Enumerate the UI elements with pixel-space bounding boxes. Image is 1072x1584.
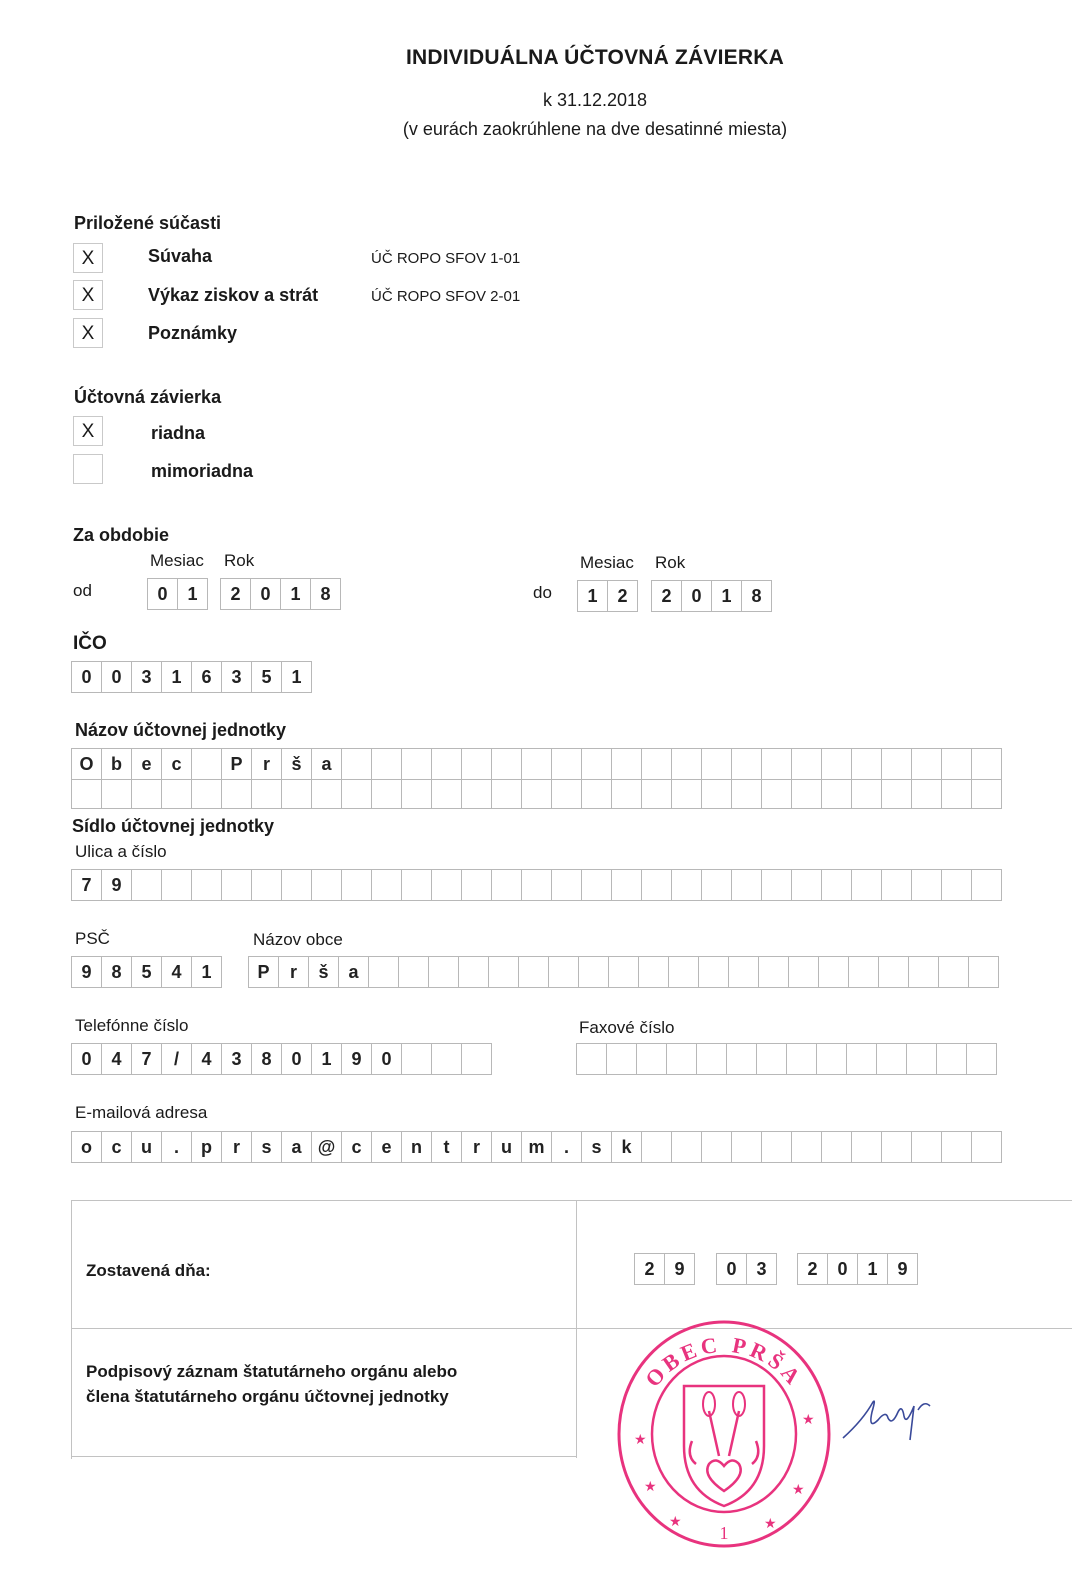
stamp-text: OBEC PRŠA xyxy=(639,1331,809,1392)
box xyxy=(912,870,942,900)
box xyxy=(462,1044,492,1074)
box xyxy=(732,749,762,779)
box xyxy=(312,780,342,808)
svg-text:★: ★ xyxy=(802,1411,815,1427)
from-month-label: Mesiac xyxy=(150,551,204,570)
box: 8 xyxy=(102,957,132,987)
checkbox-riadna[interactable]: X xyxy=(73,416,103,446)
box: e xyxy=(372,1132,402,1162)
box xyxy=(432,870,462,900)
street-boxes[interactable] xyxy=(71,869,1002,901)
seat-heading: Sídlo účtovnej jednotky xyxy=(72,816,275,836)
box xyxy=(102,780,132,808)
box xyxy=(522,870,552,900)
box xyxy=(972,870,1002,900)
box xyxy=(942,1132,972,1162)
box xyxy=(879,957,909,987)
compiled-year-boxes[interactable] xyxy=(797,1253,918,1285)
box xyxy=(732,780,762,808)
box: k xyxy=(612,1132,642,1162)
box xyxy=(492,749,522,779)
box xyxy=(342,749,372,779)
box xyxy=(852,780,882,808)
box: a xyxy=(312,749,342,779)
box xyxy=(402,749,432,779)
svg-text:★: ★ xyxy=(792,1481,805,1497)
box xyxy=(579,957,609,987)
box xyxy=(462,749,492,779)
box: s xyxy=(582,1132,612,1162)
box xyxy=(912,780,942,808)
box xyxy=(852,1132,882,1162)
box: P xyxy=(249,957,279,987)
name-row-2[interactable] xyxy=(71,779,1002,809)
box xyxy=(72,780,102,808)
stamp-number: 1 xyxy=(719,1523,729,1543)
box xyxy=(222,780,252,808)
checkbox-mimoriadna[interactable] xyxy=(73,454,103,484)
box xyxy=(817,1044,847,1074)
box xyxy=(792,780,822,808)
box xyxy=(252,870,282,900)
box xyxy=(432,1044,462,1074)
box xyxy=(402,1044,432,1074)
table-divider xyxy=(71,1456,577,1457)
street-label: Ulica a číslo xyxy=(75,842,167,861)
box: r xyxy=(279,957,309,987)
box: 1 xyxy=(282,662,312,692)
box xyxy=(459,957,489,987)
box xyxy=(822,870,852,900)
box xyxy=(762,749,792,779)
box: 1 xyxy=(858,1254,888,1284)
box: c xyxy=(342,1132,372,1162)
box: 1 xyxy=(312,1044,342,1074)
box: 7 xyxy=(132,1044,162,1074)
box: r xyxy=(252,749,282,779)
box xyxy=(877,1044,907,1074)
box: 5 xyxy=(132,957,162,987)
box xyxy=(462,780,492,808)
box xyxy=(582,870,612,900)
box xyxy=(162,870,192,900)
box xyxy=(942,780,972,808)
box xyxy=(577,1044,607,1074)
box: r xyxy=(462,1132,492,1162)
box xyxy=(342,870,372,900)
box: u xyxy=(492,1132,522,1162)
ico-boxes[interactable] xyxy=(71,661,312,693)
box: 6 xyxy=(192,662,222,692)
box xyxy=(612,870,642,900)
to-year-boxes[interactable] xyxy=(651,580,772,612)
box xyxy=(432,780,462,808)
svg-text:★: ★ xyxy=(764,1515,777,1531)
box xyxy=(522,780,552,808)
box xyxy=(732,1132,762,1162)
box: 0 xyxy=(72,662,102,692)
box xyxy=(612,780,642,808)
box xyxy=(759,957,789,987)
label-mimoriadna: mimoriadna xyxy=(151,461,254,481)
box xyxy=(972,780,1002,808)
period-heading: Za obdobie xyxy=(73,525,169,545)
box: 0 xyxy=(282,1044,312,1074)
box xyxy=(912,1132,942,1162)
label-riadna: riadna xyxy=(151,423,206,443)
box xyxy=(192,780,222,808)
box xyxy=(669,957,699,987)
box xyxy=(969,957,999,987)
to-year-label: Rok xyxy=(655,553,686,572)
label-poznamky: Poznámky xyxy=(148,323,238,343)
box xyxy=(702,780,732,808)
box xyxy=(402,780,432,808)
fax-label: Faxové číslo xyxy=(579,1018,675,1037)
box xyxy=(552,749,582,779)
compiled-day-boxes[interactable] xyxy=(634,1253,695,1285)
box: 9 xyxy=(888,1254,918,1284)
city-label: Názov obce xyxy=(253,930,343,949)
box: P xyxy=(222,749,252,779)
closing-heading: Účtovná závierka xyxy=(74,387,222,407)
document-note: (v eurách zaokrúhlene na dve desatinné miesta) xyxy=(402,119,788,139)
box: 0 xyxy=(72,1044,102,1074)
box xyxy=(342,780,372,808)
psc-label: PSČ xyxy=(75,929,110,948)
box xyxy=(282,780,312,808)
attachments-heading: Priložené súčasti xyxy=(74,213,222,233)
box: 3 xyxy=(222,662,252,692)
box: 0 xyxy=(717,1254,747,1284)
box xyxy=(672,749,702,779)
box xyxy=(939,957,969,987)
box: 1 xyxy=(192,957,222,987)
checkbox-suvaha[interactable]: X xyxy=(73,243,103,273)
box xyxy=(702,870,732,900)
box xyxy=(489,957,519,987)
box xyxy=(192,749,222,779)
signature-label-line-1: Podpisový záznam štatutárneho orgánu alebo xyxy=(86,1362,458,1381)
box: 1 xyxy=(712,581,742,611)
box xyxy=(429,957,459,987)
box: u xyxy=(132,1132,162,1162)
box: 1 xyxy=(578,581,608,611)
code-vykaz: ÚČ ROPO SFOV 2-01 xyxy=(371,288,521,305)
table-divider xyxy=(576,1200,577,1458)
box xyxy=(399,957,429,987)
box xyxy=(822,749,852,779)
box xyxy=(639,957,669,987)
box: 3 xyxy=(747,1254,777,1284)
psc-boxes[interactable] xyxy=(71,956,222,988)
box: m xyxy=(522,1132,552,1162)
box: 7 xyxy=(72,870,102,900)
box: 4 xyxy=(192,1044,222,1074)
box: 4 xyxy=(162,957,192,987)
box xyxy=(372,870,402,900)
box xyxy=(642,1132,672,1162)
box xyxy=(762,870,792,900)
box: 2 xyxy=(221,579,251,609)
box xyxy=(552,780,582,808)
box xyxy=(852,870,882,900)
box: 9 xyxy=(72,957,102,987)
box xyxy=(972,749,1002,779)
box xyxy=(849,957,879,987)
from-month-boxes[interactable] xyxy=(147,578,208,610)
box xyxy=(847,1044,877,1074)
box xyxy=(972,1132,1002,1162)
box xyxy=(697,1044,727,1074)
box xyxy=(432,749,462,779)
code-suvaha: ÚČ ROPO SFOV 1-01 xyxy=(371,250,521,267)
box xyxy=(672,780,702,808)
box: 0 xyxy=(828,1254,858,1284)
box: 9 xyxy=(102,870,132,900)
box xyxy=(699,957,729,987)
checkbox-vykaz[interactable]: X xyxy=(73,280,103,310)
box xyxy=(162,780,192,808)
box: / xyxy=(162,1044,192,1074)
box xyxy=(792,1132,822,1162)
box xyxy=(492,780,522,808)
box xyxy=(882,870,912,900)
box xyxy=(519,957,549,987)
from-year-boxes[interactable] xyxy=(220,578,341,610)
box xyxy=(787,1044,817,1074)
box xyxy=(822,1132,852,1162)
to-label: do xyxy=(533,583,552,602)
label-vykaz: Výkaz ziskov a strát xyxy=(148,285,319,305)
svg-text:★: ★ xyxy=(644,1478,657,1494)
official-stamp xyxy=(614,1316,834,1552)
box xyxy=(607,1044,637,1074)
box: š xyxy=(282,749,312,779)
compiled-month-boxes[interactable] xyxy=(716,1253,777,1285)
box xyxy=(492,870,522,900)
box xyxy=(667,1044,697,1074)
box xyxy=(612,749,642,779)
compiled-label: Zostavená dňa: xyxy=(86,1261,211,1280)
table-divider xyxy=(71,1328,1072,1329)
box xyxy=(732,870,762,900)
box xyxy=(672,1132,702,1162)
box xyxy=(942,870,972,900)
name-row-1[interactable] xyxy=(71,748,1002,780)
box xyxy=(252,780,282,808)
box xyxy=(672,870,702,900)
box: 0 xyxy=(251,579,281,609)
box xyxy=(642,870,672,900)
box: 9 xyxy=(665,1254,695,1284)
box xyxy=(549,957,579,987)
from-year-label: Rok xyxy=(224,551,255,570)
box xyxy=(637,1044,667,1074)
phone-boxes[interactable] xyxy=(71,1043,492,1075)
box xyxy=(312,870,342,900)
checkbox-poznamky[interactable]: X xyxy=(73,318,103,348)
box: 0 xyxy=(372,1044,402,1074)
box xyxy=(792,749,822,779)
box: 8 xyxy=(742,581,772,611)
box: a xyxy=(339,957,369,987)
box xyxy=(727,1044,757,1074)
phone-label: Telefónne číslo xyxy=(75,1016,189,1035)
signature-label-line-2: člena štatutárneho orgánu účtovnej jednotky xyxy=(86,1387,449,1406)
box xyxy=(967,1044,997,1074)
box xyxy=(582,749,612,779)
box xyxy=(762,1132,792,1162)
city-boxes[interactable] xyxy=(248,956,999,988)
box xyxy=(762,780,792,808)
document-title: INDIVIDUÁLNA ÚČTOVNÁ ZÁVIERKA xyxy=(406,46,784,69)
box: e xyxy=(132,749,162,779)
box xyxy=(702,1132,732,1162)
name-heading: Názov účtovnej jednotky xyxy=(75,720,287,740)
label-suvaha: Súvaha xyxy=(148,246,213,266)
document-date: k 31.12.2018 xyxy=(542,90,648,110)
box: b xyxy=(102,749,132,779)
box xyxy=(522,749,552,779)
box xyxy=(882,1132,912,1162)
box: 1 xyxy=(178,579,208,609)
box xyxy=(909,957,939,987)
box: c xyxy=(102,1132,132,1162)
box xyxy=(912,749,942,779)
box xyxy=(609,957,639,987)
box xyxy=(372,749,402,779)
box xyxy=(822,780,852,808)
box xyxy=(552,870,582,900)
box: . xyxy=(552,1132,582,1162)
box: r xyxy=(222,1132,252,1162)
box xyxy=(819,957,849,987)
box xyxy=(642,749,672,779)
box xyxy=(882,780,912,808)
box: 8 xyxy=(311,579,341,609)
box xyxy=(132,780,162,808)
box: @ xyxy=(312,1132,342,1162)
box xyxy=(582,780,612,808)
box xyxy=(369,957,399,987)
box: n xyxy=(402,1132,432,1162)
box: 9 xyxy=(342,1044,372,1074)
box xyxy=(882,749,912,779)
coat-of-arms-icon xyxy=(684,1386,764,1506)
signature-mark xyxy=(838,1390,958,1450)
to-month-boxes[interactable] xyxy=(577,580,638,612)
box: p xyxy=(192,1132,222,1162)
box xyxy=(789,957,819,987)
ico-heading: IČO xyxy=(73,633,107,654)
box: 1 xyxy=(281,579,311,609)
box: 0 xyxy=(102,662,132,692)
box: 1 xyxy=(162,662,192,692)
box xyxy=(462,870,492,900)
email-boxes[interactable] xyxy=(71,1131,1002,1163)
box xyxy=(757,1044,787,1074)
to-month-label: Mesiac xyxy=(580,553,634,572)
box xyxy=(937,1044,967,1074)
box xyxy=(792,870,822,900)
box xyxy=(907,1044,937,1074)
box: c xyxy=(162,749,192,779)
box xyxy=(222,870,252,900)
box: 3 xyxy=(222,1044,252,1074)
box: š xyxy=(309,957,339,987)
box xyxy=(402,870,432,900)
box xyxy=(729,957,759,987)
box: 2 xyxy=(798,1254,828,1284)
box xyxy=(192,870,222,900)
box xyxy=(132,870,162,900)
box xyxy=(942,749,972,779)
box: O xyxy=(72,749,102,779)
box xyxy=(852,749,882,779)
box: 3 xyxy=(132,662,162,692)
from-label: od xyxy=(73,581,92,600)
box: 8 xyxy=(252,1044,282,1074)
box xyxy=(282,870,312,900)
fax-boxes[interactable] xyxy=(576,1043,997,1075)
svg-text:★: ★ xyxy=(669,1513,682,1529)
box: o xyxy=(72,1132,102,1162)
box xyxy=(642,780,672,808)
box xyxy=(372,780,402,808)
email-label: E-mailová adresa xyxy=(75,1103,208,1122)
box: s xyxy=(252,1132,282,1162)
box: 5 xyxy=(252,662,282,692)
box: 2 xyxy=(635,1254,665,1284)
box: 4 xyxy=(102,1044,132,1074)
box: 0 xyxy=(148,579,178,609)
box: 2 xyxy=(608,581,638,611)
box: a xyxy=(282,1132,312,1162)
box: . xyxy=(162,1132,192,1162)
box xyxy=(702,749,732,779)
box: 2 xyxy=(652,581,682,611)
box: t xyxy=(432,1132,462,1162)
svg-text:★: ★ xyxy=(634,1431,647,1447)
box: 0 xyxy=(682,581,712,611)
